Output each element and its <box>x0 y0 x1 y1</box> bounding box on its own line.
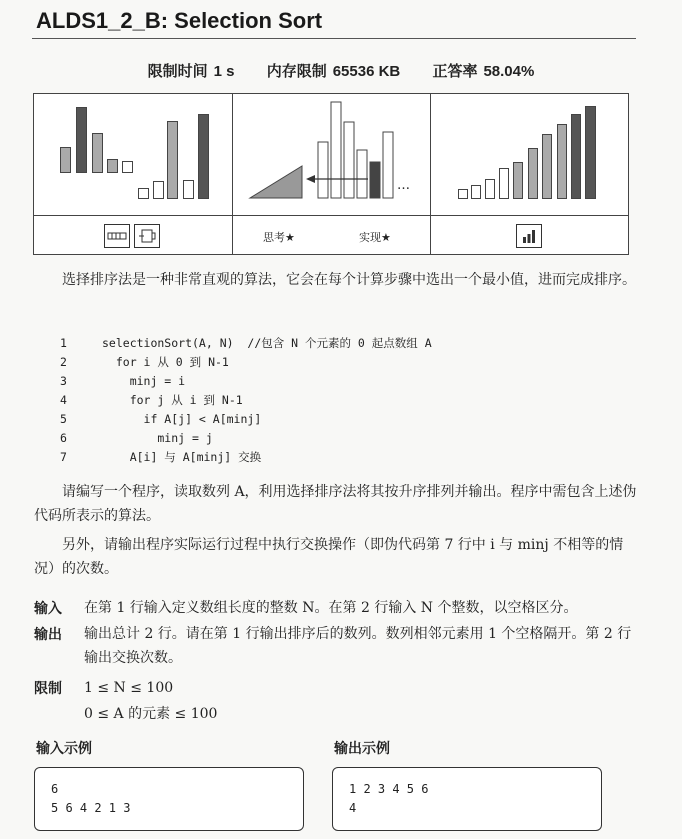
code-text: for j 从 i 到 N-1 <box>102 393 243 407</box>
sample-input-line: 6 <box>51 782 59 796</box>
page-title: ALDS1_2_B: Selection Sort <box>36 8 323 33</box>
memory-limit <box>267 63 401 80</box>
title-divider <box>32 38 636 39</box>
figure-divider <box>34 215 628 216</box>
min-bar <box>370 162 380 198</box>
task-paragraph <box>34 480 644 528</box>
line-number: 1 <box>60 336 67 350</box>
constraint-a: 0 ≤ A 的元素 ≤ 100 <box>84 706 218 722</box>
line-number: 6 <box>60 431 67 445</box>
bar-chart-icon <box>516 224 542 248</box>
code-line <box>60 353 432 372</box>
time-limit <box>148 63 235 80</box>
input-spec-text: 在第 1 行输入定义数组长度的整数 N。在第 2 行输入 N 个整数，以空格区分。 <box>84 600 578 616</box>
code-text: selectionSort(A, N) //包含 N 个元素的 0 起点数组 A <box>102 336 432 350</box>
time-limit-value: 1 s <box>213 63 235 80</box>
accuracy-rate <box>432 63 534 80</box>
sample-input-box <box>34 767 304 831</box>
bar <box>485 179 495 199</box>
sample-input-line: 5 6 4 2 1 3 <box>51 801 131 815</box>
bar <box>357 150 367 198</box>
bar <box>153 181 164 199</box>
bar <box>122 161 133 173</box>
problem-meta <box>0 60 682 81</box>
note-text: 另外，请输出程序实际运行过程中执行交换操作（即伪代码第 7 行中 i 与 minj 不相等的情况）的次数。 <box>34 537 624 577</box>
bar <box>318 142 328 198</box>
think-label: 思考★ <box>263 231 295 244</box>
output-spec-text: 输出总计 2 行。请在第 1 行输出排序后的数列。数列相邻元素用 1 个空格隔开。第 2 行输出交换次数。 <box>84 626 632 666</box>
bar <box>344 122 354 198</box>
line-number: 4 <box>60 393 67 407</box>
swap-icon <box>134 224 160 248</box>
intro-text: 选择排序法是一种非常直观的算法，它会在每个计算步骤中选出一个最小值，进而完成排序。 <box>62 272 636 288</box>
bar <box>585 106 596 199</box>
bar <box>383 132 393 198</box>
code-line <box>60 410 432 429</box>
pseudocode-block <box>60 334 432 467</box>
bar <box>107 159 118 173</box>
code-text: minj = i <box>102 374 186 388</box>
sample-output-line: 4 <box>349 801 357 815</box>
arrow-head <box>306 175 315 183</box>
code-text: A[i] 与 A[minj] 交换 <box>102 450 262 464</box>
note-paragraph <box>34 533 644 581</box>
accuracy-label: 正答率 <box>432 63 478 80</box>
line-number: 2 <box>60 355 67 369</box>
sample-output-box <box>332 767 602 831</box>
constraints-label: 限制 <box>34 680 62 696</box>
implement-label: 实现★ <box>359 231 391 244</box>
array-icon <box>104 224 130 248</box>
bar <box>198 114 209 199</box>
bar <box>499 168 509 199</box>
sorted-region-triangle <box>250 166 302 198</box>
code-line <box>60 429 432 448</box>
bar <box>557 124 567 199</box>
input-spec-label: 输入 <box>34 600 62 616</box>
code-text: if A[j] < A[minj] <box>102 412 262 426</box>
time-limit-label: 限制时间 <box>147 63 208 80</box>
accuracy-value: 58.04% <box>483 63 535 80</box>
code-line <box>60 448 432 467</box>
code-line <box>60 391 432 410</box>
output-spec-label: 输出 <box>34 626 62 642</box>
sample-output-label: 输出示例 <box>334 740 390 756</box>
line-number: 3 <box>60 374 67 388</box>
bar <box>471 185 481 199</box>
bar <box>331 102 341 198</box>
ellipsis: … <box>397 178 410 193</box>
memory-limit-label: 内存限制 <box>266 63 327 80</box>
bar <box>571 114 581 199</box>
bar <box>60 147 71 173</box>
line-number: 5 <box>60 412 67 426</box>
illustration-figure <box>33 93 629 255</box>
bar <box>528 148 538 199</box>
memory-limit-value: 65536 KB <box>332 63 401 80</box>
code-line <box>60 334 432 353</box>
constraint-n: 1 ≤ N ≤ 100 <box>84 680 174 696</box>
bar <box>513 162 523 199</box>
task-text: 请编写一个程序，读取数列 A，利用选择排序法将其按升序排列并输出。程序中需包含上述伪代码所表示的算法。 <box>34 484 637 524</box>
bar <box>138 188 149 199</box>
selection-diagram <box>232 94 430 215</box>
code-text: minj = j <box>102 431 213 445</box>
bar <box>542 134 552 199</box>
io-spec <box>34 596 644 726</box>
figure-divider <box>430 94 431 254</box>
bar <box>92 133 103 173</box>
bar <box>167 121 178 199</box>
sample-output-line: 1 2 3 4 5 6 <box>349 782 429 796</box>
code-text: for i 从 0 到 N-1 <box>102 355 229 369</box>
bar <box>458 189 468 199</box>
bar <box>183 180 194 199</box>
line-number: 7 <box>60 450 67 464</box>
intro-paragraph <box>34 268 644 292</box>
code-line <box>60 372 432 391</box>
sample-input-label: 输入示例 <box>36 740 92 756</box>
bar <box>76 107 87 173</box>
